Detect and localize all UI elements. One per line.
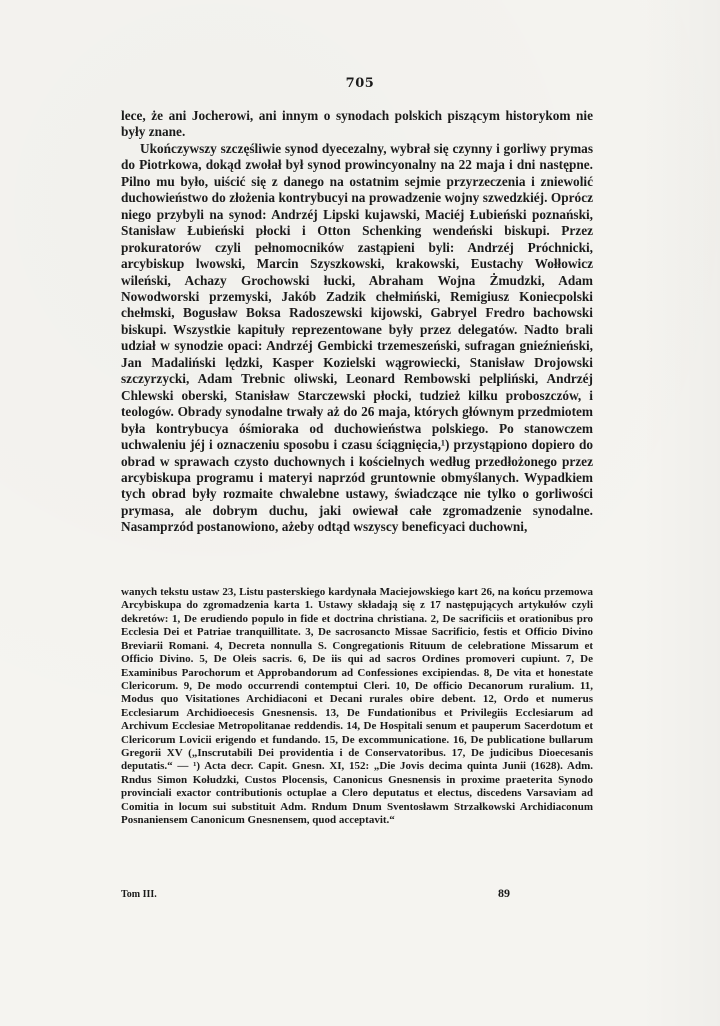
paragraph-continuation: lece, że ani Jocherowi, ani innym o synodach polskich piszącym historykom nie były znane. [121,108,593,140]
footnotes [121,586,593,828]
paragraph-synod: Ukończywszy szczęśliwie synod dyecezalny, wybrał się czynny i gorliwy prymas do Piotrkowa, dokąd zwołał był synod prowincyonalny na 22 maja i dni następne. Pilno mu było, uiścić się z danego na ostatnim sejmie przyrzeczenia i zniewolić duchowieństwo do złożenia kontrybucyi na prowadzenie wojny szwedzkiéj. Oprócz niego przybyli na synod: Andrzéj Lipski kujawski, Maciéj Łubieński poznański, Stanisław Łubieński płocki i Otton Schenking wendeński biskupi. Przez prokuratorów czyli pełnomocników zastąpieni byli: Andrzéj Próchnicki, arcybiskup lwowski, Marcin Szyszkowski, krakowski, Eustachy Wołłowicz wileński, Achazy Grochowski łucki, Abraham Wojna Żmudzki, Adam Nowodworski przemyski, Jakób Zadzik chełmiński, Remigiusz Koniecpolski chełmski, Bogusław Boksa Radoszewski kijowski, Gabryel Fredro bachowski biskupi. Wszystkie kapituły reprezentowane były przez delegatów. Nadto brali udział w synodzie opaci: Andrzéj Gembicki trzemeszeński, sufragan gnieźnieński, Jan Madaliński lędzki, Kasper Kozielski wągrowiecki, Stanisław Drojowski szczyrzycki, Adam Trebnic oliwski, Leonard Rembowski pelpliński, Andrzéj Chlewski oberski, Stanisław Starczewski płocki, tudzież kilku proboszczów, i teologów. Obrady synodalne trwały aż do 26 maja, których głównym przedmiotem była kontrybucya óśmioraka od duchowieństwa polskiego. Po stanowczem uchwaleniu jéj i oznaczeniu sposobu i czasu ściągnięcia,¹) przystąpiono dopiero do obrad w sprawach czysto duchownych i kościelnych według przedłożonego przez arcybiskupa programu i materyi naprzód gruntownie obmyślanych. Wypadkiem tych obrad były rozmaite chwalebne ustawy, świadczące nie tylko o gorliwości prymasa, ale dobrym duchu, jaki owiewał całe zgromadzenie synodalne. Nasamprzód postanowiono, ażeby odtąd wszyscy beneficyaci duchowni, [121,140,593,535]
sheet-number: 89 [498,886,510,900]
volume-signature: Tom III. [121,889,157,900]
footnote-text: wanych tekstu ustaw 23, Listu pasterskiego kardynała Maciejowskiego kart 26, na końcu przemowa Arcybiskupa do zgromadzenia karta 1. Ustawy składają się z 17 następujących artykułów czyli dekretów: 1, De erudiendo populo in fide et doctrina christiana. 2, De sacrificiis et orationibus pro Ecclesia Dei et Patriae tranquillitate. 3, De sacrosancto Missae Sacrificio, festis et Officio Divino Breviarii Romani. 4, Decreta nonnulla S. Congregationis Rituum de celebratione Missarum et Officio Divino. 5, De Oleis sacris. 6, De iis qui ad sacros Ordines promoveri cupiunt. 7, De Examinibus Parochorum et Approbandorum ad Confessiones excipiendas. 8, De vita et honestate Clericorum. 9, De modo occurrendi contemptui Cleri. 10, De officio Decanorum ruralium. 11, Modus quo Visitationes Archidiaconi et Decani rurales obire debent. 12, Ordo et numerus Ecclesiarum Archidioecesis Gnesnensis. 13, De Fundationibus et Privilegiis Ecclesiarum ad Archivum Ecclesiae Metropolitanae reddendis. 14, De Hospitali senum et pauperum Sacerdotum et Clericorum Lovicii erigendo et fundando. 15, De excommunicatione. 16, De publicatione bullarum Gregorii XV („Inscrutabili Dei providentia i de Conservatoribus. 17, De judicibus Dioecesanis deputatis.“ — ¹) Acta decr. Capit. Gnesn. XI, 152: „Die Jovis decima quinta Junii (1628). Adm. Rndus Simon Kołudzki, Custos Plocensis, Canonicus Gnesnensis in proxime praeterita Synodo provinciali exactor contributionis octuplae a Clero deputatus et electus, discedens Varsaviam ad Comitia in locum sui substituit Adm. Rndum Dnum Sventosławm Strzałkowski Archidiaconum Posnaniensem Canonicum Gnesnensem, quod acceptavit.“ [121,586,593,827]
footnote-divider [121,574,593,575]
page-edge-shadow [640,0,720,1026]
page-number: 705 [345,76,375,91]
main-text [121,108,593,536]
